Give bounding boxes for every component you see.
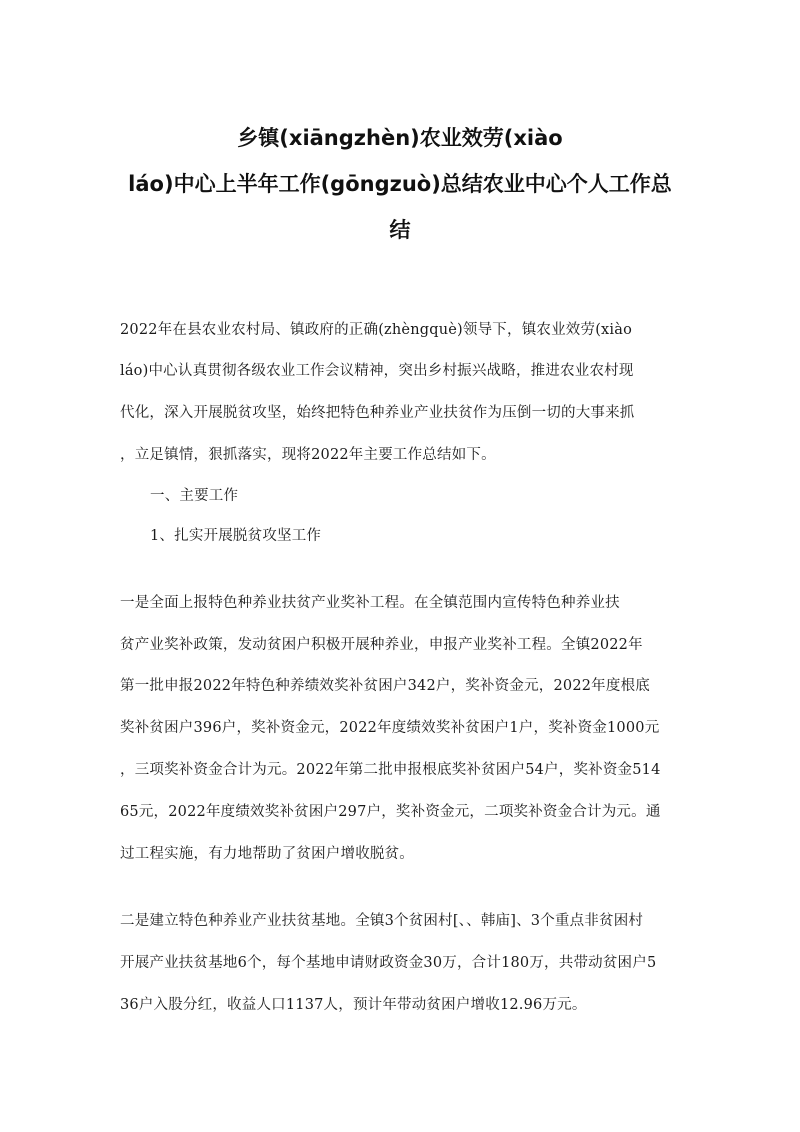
intro-line: ，立足镇情，狠抓落实，现将2022年主要工作总结如下。 (120, 447, 496, 463)
intro-line: 2022年在县农业农村局、镇政府的正确(zhèngquè)领导下，镇农业效劳(xiào (120, 322, 633, 338)
subsection-heading: 1、扎实开展脱贫攻坚工作 (150, 528, 322, 544)
paragraph-1-line: ，三项奖补资金合计为元。2022年第二批申报根底奖补贫困户54户，奖补资金514 (120, 762, 661, 778)
document-title-line-3: 结 (389, 218, 411, 242)
intro-line: 代化，深入开展脱贫攻坚，始终把特色种养业产业扶贫作为压倒一切的大事来抓 (120, 405, 635, 421)
document-title-line-1: 乡镇(xiāngzhèn)农业效劳(xiào (237, 126, 563, 150)
paragraph-1-line: 贫产业奖补政策，发动贫困户积极开展种养业，申报产业奖补工程。全镇2022年 (120, 637, 643, 653)
document-title-line-2: láo)中心上半年工作(gōngzuò)总结农业中心个人工作总 (128, 172, 672, 196)
paragraph-1-line: 奖补贫困户396户，奖补资金元，2022年度绩效奖补贫困户1户，奖补资金1000元 (120, 720, 660, 736)
paragraph-1-line: 过工程实施，有力地帮助了贫困户增收脱贫。 (120, 846, 414, 862)
section-heading: 一、主要工作 (150, 488, 239, 504)
paragraph-2-line: 二是建立特色种养业产业扶贫基地。全镇3个贫困村[、、韩庙]、3个重点非贫困村 (120, 913, 644, 929)
paragraph-1-line: 65元，2022年度绩效奖补贫困户297户，奖补资金元，二项奖补资金合计为元。通 (120, 804, 661, 820)
paragraph-1-line: 第一批申报2022年特色种养绩效奖补贫困户342户，奖补资金元，2022年度根底 (120, 678, 650, 694)
paragraph-2-line: 开展产业扶贫基地6个，每个基地申请财政资金30万，合计180万，共带动贫困户5 (120, 955, 657, 971)
paragraph-1-line: 一是全面上报特色种养业扶贫产业奖补工程。在全镇范围内宣传特色种养业扶 (120, 595, 620, 611)
intro-line: láo)中心认真贯彻各级农业工作会议精神，突出乡村振兴战略，推进农业农村现 (120, 363, 634, 379)
paragraph-2-line: 36户入股分红，收益人口1137人，预计年带动贫困户增收12.96万元。 (120, 997, 587, 1013)
